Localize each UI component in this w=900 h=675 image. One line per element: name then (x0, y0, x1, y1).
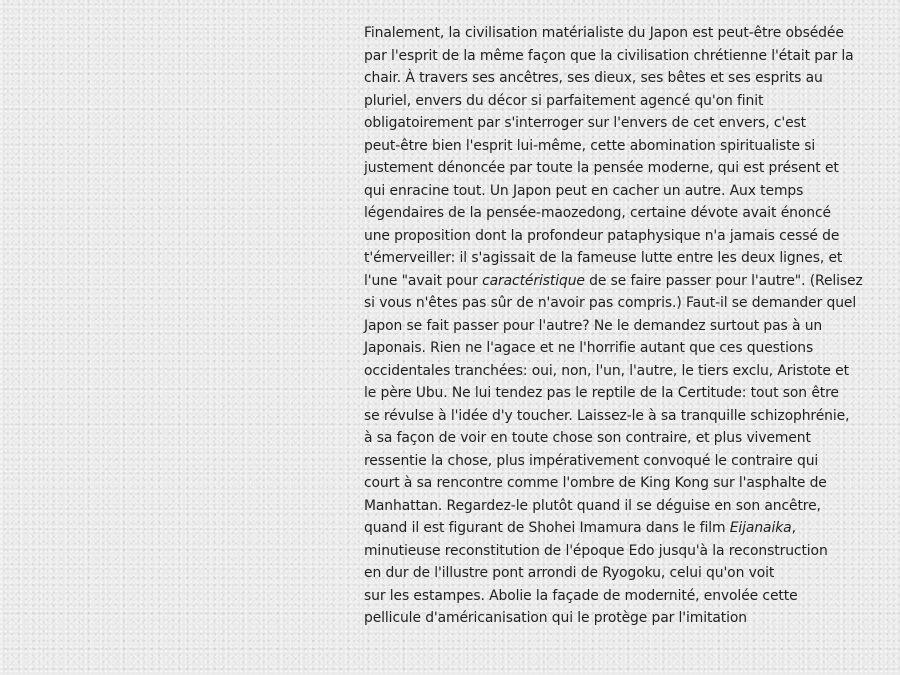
text-line: Japon se fait passer pour l'autre? Ne le demandez surtout pas à un (364, 317, 823, 334)
text-line: si vous n'êtes pas sûr de n'avoir pas compris.) Faut-il se demander quel (364, 295, 857, 311)
text-line: à sa façon de voir en toute chose son contraire, et plus vivement (364, 430, 811, 446)
text-line: par l'esprit de la même façon que la civilisation chrétienne l'était par la (364, 47, 854, 64)
text-line: Japonais. Rien ne l'agace et ne l'horrifie autant que ces questions (364, 340, 814, 356)
text-line: pluriel, envers du décor si parfaitement agencé qu'on finit (364, 92, 764, 109)
text-line: occidentales tranchées: oui, non, l'un, l'autre, le tiers exclu, Aristote et (364, 362, 849, 379)
text-line: qui enracine tout. Un Japon peut en cacher un autre. Aux temps (364, 182, 804, 199)
text-segment: , (791, 520, 796, 536)
text-line: se révulse à l'idée d'y toucher. Laissez-le à sa tranquille schizophrénie, (364, 407, 850, 424)
text-line: peut-être bien l'esprit lui-même, cette abomination spiritualiste si (364, 137, 816, 154)
text-line (364, 517, 894, 540)
text-line: obligatoirement par s'interroger sur l'envers de cet envers, c'est (364, 115, 807, 131)
italic-term: caractéristique (482, 272, 585, 289)
text-segment: quand il est figurant de Shohei Imamura dans le film (364, 520, 730, 536)
text-line: sur les estampes. Abolie la façade de modernité, envolée cette (364, 587, 798, 604)
text-line: une proposition dont la profondeur pataphysique n'a jamais cessé de (364, 227, 840, 244)
text-line (364, 270, 894, 293)
text-line: légendaires de la pensée-maozedong, certaine dévote avait énoncé (364, 205, 831, 221)
text-line: minutieuse reconstitution de l'époque Edo jusqu'à la reconstruction (364, 542, 828, 559)
text-segment: l'une "avait pour (364, 272, 483, 289)
article-text (364, 22, 894, 630)
text-line: Finalement, la civilisation matérialiste du Japon est peut-être obsédée (364, 25, 844, 41)
text-line: ressentie la chose, plus impérativement convoqué le contraire qui (364, 452, 819, 469)
text-line: chair. À travers ses ancêtres, ses dieux, ses bêtes et ses esprits au (364, 70, 823, 86)
text-line: le père Ubu. Ne lui tendez pas le reptile de la Certitude: tout son être (364, 385, 839, 401)
text-line: Manhattan. Regardez-le plutôt quand il se déguise en son ancêtre, (364, 497, 821, 514)
text-line: justement dénoncée par toute la pensée moderne, qui est présent et (364, 160, 839, 176)
text-line: court à sa rencontre comme l'ombre de King Kong sur l'asphalte de (364, 475, 827, 491)
text-line: en dur de l'illustre pont arrondi de Ryogoku, celui qu'on voit (364, 565, 775, 581)
italic-film-title: Eijanaika (729, 520, 792, 536)
text-line: pellicule d'américanisation qui le protège par l'imitation (364, 610, 747, 626)
text-segment: de se faire passer pour l'autre". (Relisez (584, 272, 863, 289)
text-line: t'émerveiller: il s'agissait de la fameuse lutte entre les deux lignes, et (364, 250, 843, 266)
